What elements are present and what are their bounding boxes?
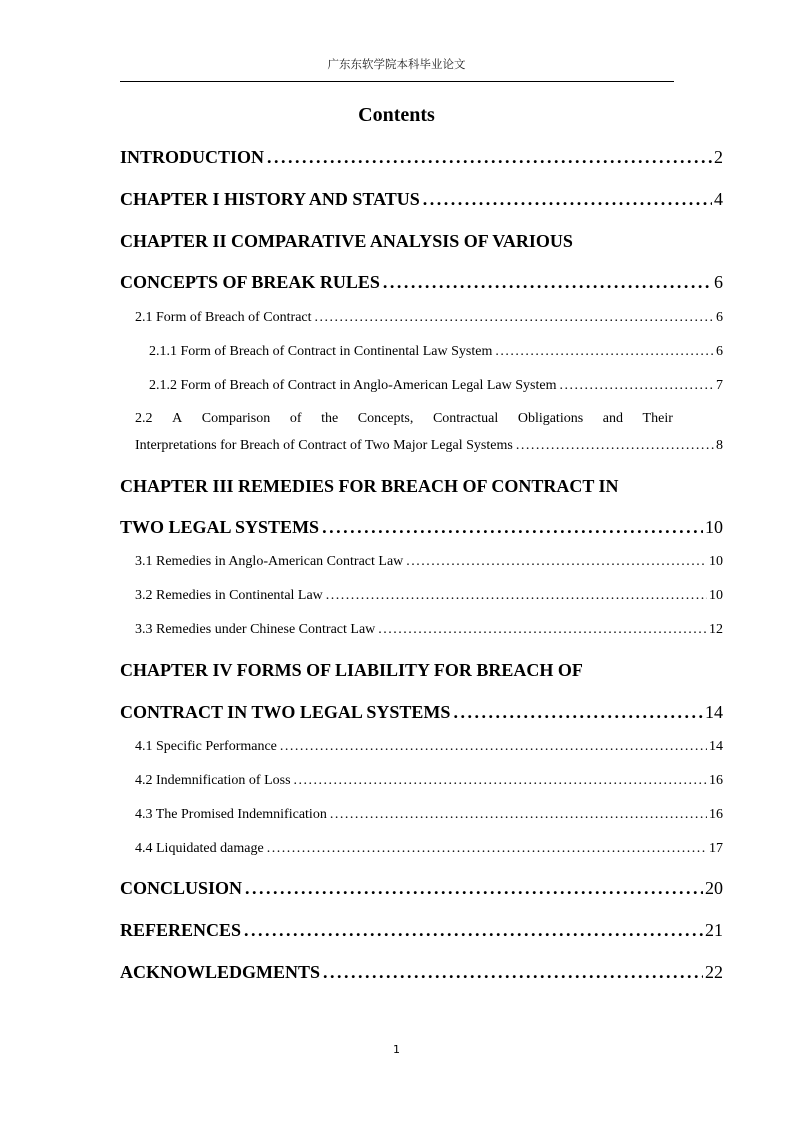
- dot-leader: [323, 962, 703, 983]
- toc-label: REFERENCES: [120, 920, 242, 940]
- toc-entry-chapter-1[interactable]: [120, 189, 723, 210]
- toc-entry-chapter-3[interactable]: [120, 517, 723, 538]
- toc-label: CONCLUSION: [120, 878, 243, 898]
- toc-entry-4-4[interactable]: [135, 841, 723, 857]
- toc-label: 2.1.2 Form of Breach of Contract in Anglo-American Legal Law System: [149, 378, 557, 393]
- toc-page-number: 14: [705, 702, 723, 722]
- toc-word: of: [289, 411, 302, 426]
- toc-entry-2-2[interactable]: [135, 438, 723, 454]
- toc-entry-3-1[interactable]: [135, 554, 723, 570]
- toc-entry-3-2[interactable]: [135, 588, 723, 604]
- toc-label: CONTRACT IN TWO LEGAL SYSTEMS: [120, 702, 451, 722]
- toc-page-number: 10: [709, 554, 723, 569]
- toc-label: 3.2 Remedies in Continental Law: [135, 588, 323, 603]
- dot-leader: [244, 920, 703, 941]
- toc-label: ACKNOWLEDGMENTS: [120, 962, 321, 982]
- toc-page-number: 4: [714, 189, 723, 209]
- dot-leader: [267, 147, 712, 168]
- toc-entry-4-3[interactable]: [135, 807, 723, 823]
- toc-label: CONCEPTS OF BREAK RULES: [120, 272, 380, 292]
- toc-entry-introduction[interactable]: [120, 147, 723, 168]
- toc-page-number: 17: [709, 841, 723, 856]
- toc-entry-conclusion[interactable]: [120, 878, 723, 899]
- toc-page-number: 12: [709, 622, 723, 637]
- toc-word: 2.2: [135, 411, 153, 426]
- toc-label: 3.1 Remedies in Anglo-American Contract Law: [135, 554, 404, 569]
- toc-word: Concepts,: [357, 411, 414, 426]
- dot-leader: [378, 622, 707, 638]
- toc-page-number: 10: [705, 517, 723, 537]
- toc-label: 3.3 Remedies under Chinese Contract Law: [135, 622, 376, 637]
- toc-entry-2-1[interactable]: [135, 310, 723, 326]
- toc-chapter-2-line-1[interactable]: CHAPTER II COMPARATIVE ANALYSIS OF VARIOUS: [120, 231, 573, 251]
- toc-page-number: 20: [705, 878, 723, 898]
- toc-page-number: 16: [709, 807, 723, 822]
- toc-page-number: 14: [709, 739, 723, 754]
- dot-leader: [326, 588, 707, 604]
- toc-chapter-3-line-1[interactable]: CHAPTER III REMEDIES FOR BREACH OF CONTRACT IN: [120, 476, 619, 496]
- dot-leader: [383, 272, 712, 293]
- toc-entry-2-1-1[interactable]: [149, 344, 723, 360]
- toc-page-number: 8: [716, 438, 723, 453]
- dot-leader: [406, 554, 707, 570]
- toc-entry-chapter-4[interactable]: [120, 702, 723, 723]
- dot-leader: [423, 189, 712, 210]
- toc-entry-acknowledgments[interactable]: [120, 962, 723, 983]
- toc-page-number: 22: [705, 962, 723, 982]
- toc-entry-chapter-2[interactable]: [120, 272, 723, 293]
- dot-leader: [516, 438, 714, 454]
- toc-page-number: 6: [714, 272, 723, 292]
- dot-leader: [315, 310, 714, 326]
- toc-label: TWO LEGAL SYSTEMS: [120, 517, 320, 537]
- toc-entry-4-2[interactable]: [135, 773, 723, 789]
- toc-word: Their: [642, 411, 673, 426]
- toc-label: 4.4 Liquidated damage: [135, 841, 264, 856]
- dot-leader: [559, 378, 714, 394]
- toc-label: 4.1 Specific Performance: [135, 739, 277, 754]
- toc-label: 4.2 Indemnification of Loss: [135, 773, 291, 788]
- dot-leader: [330, 807, 707, 823]
- dot-leader: [495, 344, 714, 360]
- toc-label: 4.3 The Promised Indemnification: [135, 807, 327, 822]
- running-header: 广东东软学院本科毕业论文: [327, 57, 466, 71]
- toc-page-number: 16: [709, 773, 723, 788]
- toc-entry-4-1[interactable]: [135, 739, 723, 755]
- toc-label: INTRODUCTION: [120, 147, 265, 167]
- toc-label: Interpretations for Breach of Contract of Two Major Legal Systems: [135, 438, 513, 453]
- toc-word: Comparison: [201, 411, 271, 426]
- page-number-footer: 1: [393, 1043, 400, 1056]
- toc-page-number: 6: [716, 344, 723, 359]
- toc-page-number: 2: [714, 147, 723, 167]
- dot-leader: [245, 878, 703, 899]
- toc-label: 2.1.1 Form of Breach of Contract in Continental Law System: [149, 344, 493, 359]
- toc-word: Obligations: [517, 411, 584, 426]
- toc-entry-2-1-2[interactable]: [149, 378, 723, 394]
- toc-word: A: [172, 411, 183, 426]
- toc-entry-3-3[interactable]: [135, 622, 723, 638]
- dot-leader: [280, 739, 707, 755]
- toc-word: and: [602, 411, 623, 426]
- toc-page-number: 21: [705, 920, 723, 940]
- dot-leader: [322, 517, 703, 538]
- toc-label: CHAPTER I HISTORY AND STATUS: [120, 189, 420, 209]
- toc-word: Contractual: [432, 411, 499, 426]
- toc-page-number: 6: [716, 310, 723, 325]
- toc-page-number: 10: [709, 588, 723, 603]
- toc-chapter-4-line-1[interactable]: CHAPTER IV FORMS OF LIABILITY FOR BREACH OF: [120, 660, 583, 680]
- toc-entry-references[interactable]: [120, 920, 723, 941]
- toc-page-number: 7: [716, 378, 723, 393]
- dot-leader: [453, 702, 703, 723]
- dot-leader: [294, 773, 707, 789]
- page-title: Contents: [358, 104, 435, 126]
- toc-word: the: [321, 411, 339, 426]
- toc-entry-2-2-line-1[interactable]: [135, 411, 673, 427]
- toc-label: 2.1 Form of Breach of Contract: [135, 310, 312, 325]
- dot-leader: [267, 841, 707, 857]
- header-rule: [120, 81, 674, 82]
